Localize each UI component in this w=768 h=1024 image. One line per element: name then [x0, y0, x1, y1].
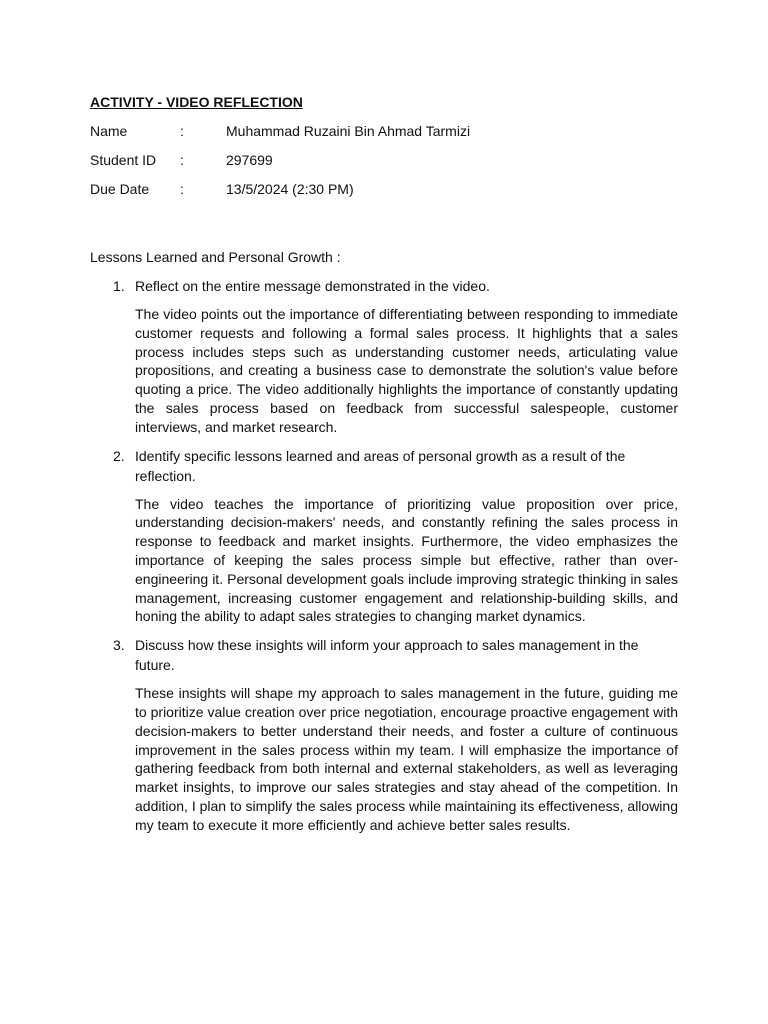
list-item	[90, 446, 678, 627]
document-title: ACTIVITY - VIDEO REFLECTION	[90, 94, 303, 110]
student-info	[90, 121, 678, 199]
due-date: 13/5/2024 (2:30 PM)	[226, 181, 354, 197]
document-page	[90, 92, 678, 844]
info-label: Due Date	[90, 181, 150, 197]
list-item	[90, 635, 678, 834]
info-label: Name	[90, 123, 128, 139]
question-number: 2.	[113, 447, 125, 464]
info-row-name	[90, 121, 678, 141]
question-list	[90, 276, 678, 835]
answer-paragraph: The video teaches the importance of prioritizing value proposition over price, understanding decision-makers' needs, and constantly refining the sales process in response to feedback and market insights. Furthermore, the video emphasizes the importance of keeping the sales process simple but effective, rather than over-engineering it. Personal development goals include improving strategic thinking in sales management, increasing customer engagement and relationship-building skills, and honing the ability to adapt sales strategies to changing market dynamics.	[135, 495, 678, 625]
question-number: 3.	[113, 637, 125, 654]
info-colon: :	[180, 123, 184, 139]
info-colon: :	[180, 152, 184, 168]
list-item	[90, 276, 678, 437]
student-name: Muhammad Ruzaini Bin Ahmad Tarmizi	[226, 123, 471, 139]
question-text: Reflect on the entire message demonstrated in the video.	[135, 278, 490, 294]
question-text: Discuss how these insights will inform your approach to sales management in the future.	[135, 637, 639, 674]
info-row-student-id	[90, 150, 678, 170]
info-colon: :	[180, 181, 184, 197]
question-text: Identify specific lessons learned and areas of personal growth as a result of the reflection.	[135, 447, 626, 484]
info-row-due-date	[90, 179, 678, 199]
section-heading: Lessons Learned and Personal Growth :	[90, 249, 341, 265]
student-id: 297699	[226, 152, 273, 168]
question-number: 1.	[113, 278, 125, 294]
answer-paragraph: These insights will shape my approach to sales management in the future, guiding me to prioritize value creation over price negotiation, encourage proactive engagement with decision-makers to better understand their needs, and foster a culture of continuous improvement in the sales process within my team. I will emphasize the importance of gathering feedback from both internal and external stakeholders, as well as leveraging market insights, to improve our sales strategies and stay ahead of the competition. In addition, I plan to simplify the sales process while maintaining its effectiveness, allowing my team to execute it more efficiently and achieve better sales results.	[135, 685, 678, 833]
info-label: Student ID	[90, 152, 157, 168]
answer-paragraph: The video points out the importance of differentiating between responding to immediate customer requests and following a formal sales process. It highlights that a sales process includes steps such as understanding customer needs, articulating value propositions, and creating a business case to demonstrate the solution's value before quoting a price. The video additionally highlights the importance of constantly updating the sales process based on feedback from successful salespeople, customer interviews, and market research.	[135, 306, 678, 435]
